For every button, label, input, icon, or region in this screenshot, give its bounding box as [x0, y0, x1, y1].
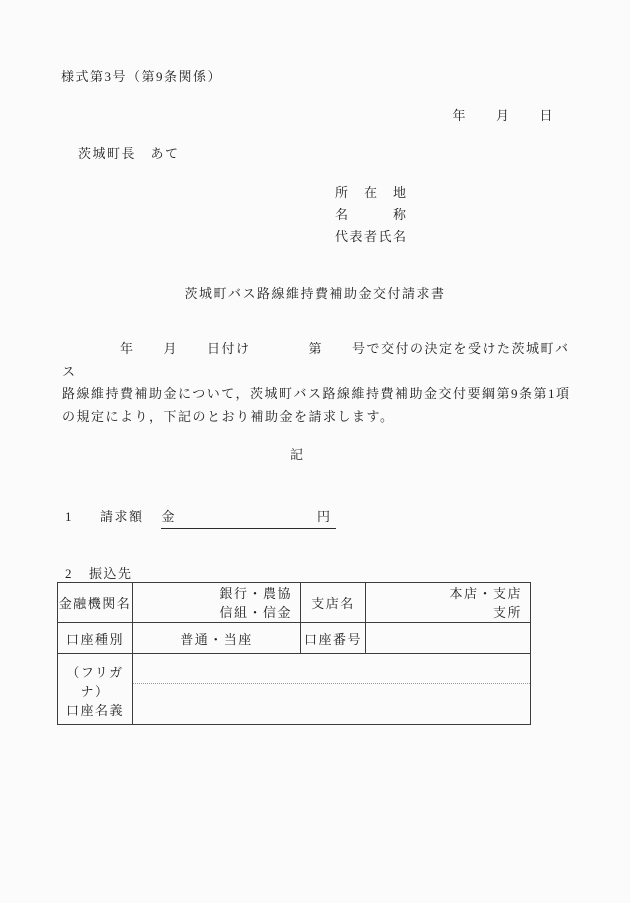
branch-option-line-1: 本店・支店: [449, 586, 522, 601]
account-number-label-cell: 口座番号: [301, 623, 366, 654]
institution-option-line-1: 銀行・農協: [219, 586, 292, 601]
claim-item-number: 1: [65, 509, 73, 524]
account-holder-label-cell: [58, 654, 133, 725]
document-title: 茨城町バス路線維持費補助金交付請求書: [184, 286, 446, 301]
record-mark: 記: [290, 447, 305, 462]
institution-label-cell: 金融機関名: [58, 583, 133, 623]
body-line-2: 路線維持費補助金について，茨城町バス路線維持費補助金交付要綱第9条第1項: [62, 386, 571, 401]
branch-option-line-2: 支所: [492, 604, 522, 620]
body-paragraph: [62, 338, 577, 428]
applicant-representative-label: 代表者氏名: [335, 229, 408, 244]
institution-input-cell[interactable]: [133, 583, 301, 623]
account-type-label-cell: 口座種別: [58, 623, 133, 654]
claim-item-label: 請求額: [100, 509, 144, 524]
account-holder-input-cell[interactable]: [133, 654, 531, 725]
date-line: 年 月 日: [452, 108, 554, 123]
form-number: 様式第3号（第9条関係）: [61, 69, 223, 84]
transfer-table: [57, 582, 531, 725]
branch-label-cell: 支店名: [301, 583, 366, 623]
claim-amount-prefix: 金: [161, 509, 177, 524]
furigana-divider-line: [133, 683, 530, 684]
claim-amount-line: [65, 506, 336, 529]
table-row-institution: [58, 583, 531, 623]
body-line-1: 年 月 日付け 第 号で交付の決定を受けた茨城町バス: [62, 341, 570, 379]
account-holder-label: 口座名義: [65, 702, 124, 718]
table-row-holder: [58, 654, 531, 725]
transfer-item-label: 振込先: [89, 566, 133, 581]
transfer-item-number: 2: [65, 566, 73, 581]
addressee-line: 茨城町長 あて: [78, 146, 180, 161]
furigana-label: （フリガナ）: [66, 664, 124, 699]
body-line-3: の規定により，下記のとおり補助金を請求します。: [62, 408, 395, 424]
account-number-input-cell[interactable]: [366, 623, 531, 654]
transfer-destination-line: [65, 563, 133, 582]
applicant-name-label: 名 称: [335, 207, 408, 222]
table-row-account: [58, 623, 531, 654]
applicant-address-label: 所 在 地: [335, 185, 408, 200]
claim-amount-suffix: 円: [317, 509, 332, 524]
account-type-input-cell[interactable]: 普通・当座: [133, 623, 301, 654]
claim-amount-field[interactable]: [161, 506, 336, 529]
branch-input-cell[interactable]: [366, 583, 531, 623]
institution-option-line-2: 信組・信金: [219, 604, 292, 620]
applicant-block: [335, 182, 408, 248]
